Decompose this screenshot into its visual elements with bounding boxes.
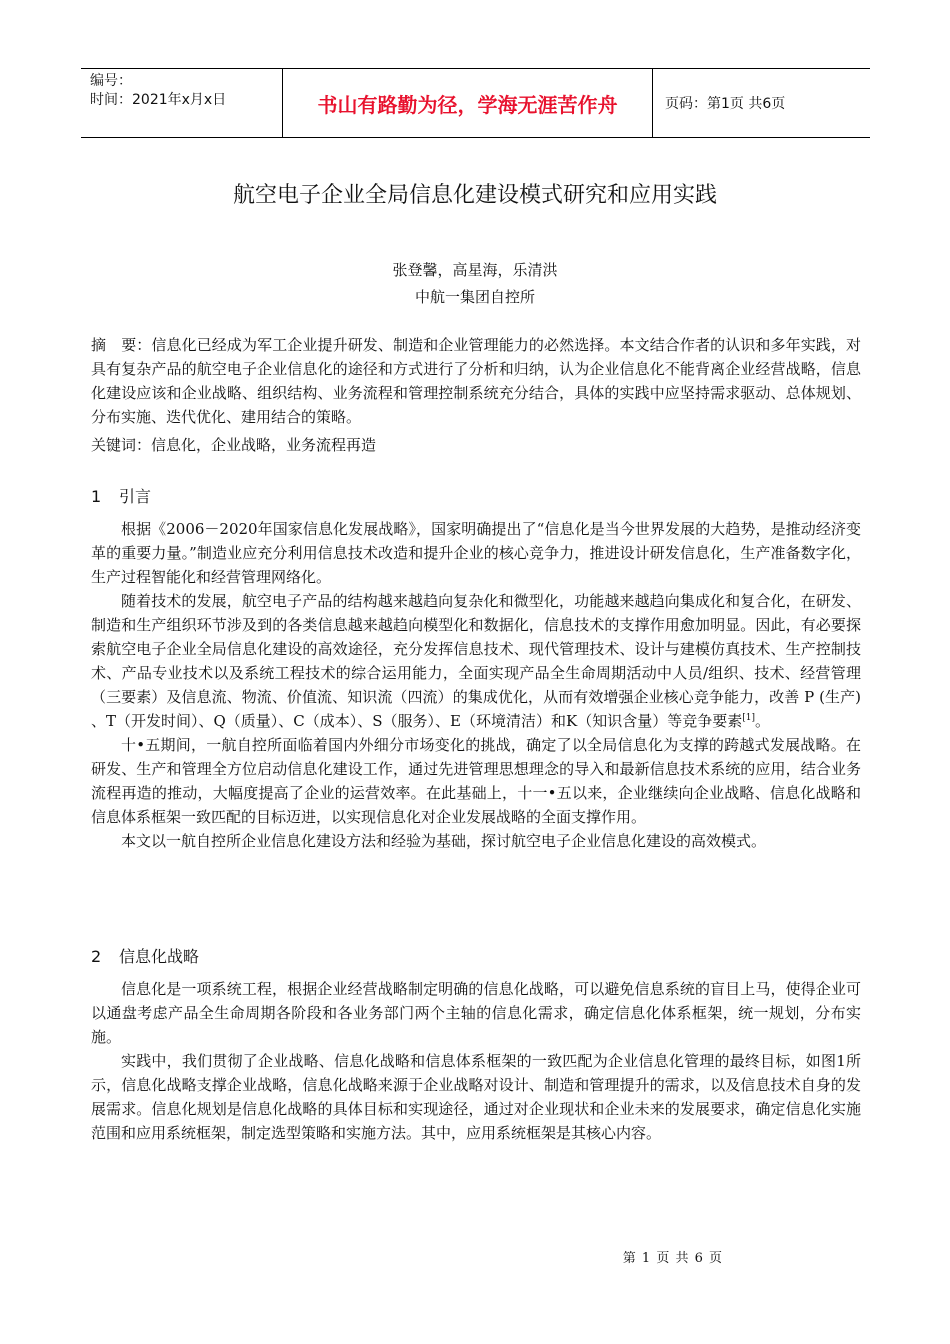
header-page-info: 页码：第1页 共6页 <box>665 96 786 112</box>
section-1-body <box>91 517 861 853</box>
paper-affiliation: 中航一集团自控所 <box>414 288 535 306</box>
paragraph: 本文以一航自控所企业信息化建设方法和经验为基础，探讨航空电子企业信息化建设的高效模式。 <box>121 832 767 850</box>
section-title: 引言 <box>119 487 152 506</box>
paragraph-text: 随着技术的发展，航空电子产品的结构越来越趋向复杂化和微型化，功能越来越趋向集成化和复合化，在研发、制造和生产组织环节涉及到的各类信息越来越趋向模型化和数据化，信息技术的支撑作用愈加明显。因此，有必要探索航空电子企业全局信息化建设的高效途径，充分发挥信息技术、现代管理技术、设计与建模仿真技术、生产控制技术、产品专业技术以及系统工程技术的综合运用能力，全面实现产品全生命周期活动中人员/组织、技术、经营管理（三要素）及信息流、物流、价值流、知识流（四流）的集成优化，从而有效增强企业核心竞争能力，改善 P (生产) 、T（开发时间）、Q（质量）、C（成本）、S（服务）、E（环境清洁）和K（知识含量）等竞争要素 <box>91 592 861 730</box>
section-2-body <box>91 977 861 1145</box>
keywords: 关键词：信息化，企业战略，业务流程再造 <box>91 436 377 454</box>
section-heading-2 <box>91 944 199 967</box>
header-motto: 书山有路勤为径，学海无涯苦作舟 <box>282 69 653 137</box>
code-label: 编号： <box>90 73 132 89</box>
paragraph: 根据《2006－2020年国家信息化发展战略》，国家明确提出了“信息化是当今世界发展的大趋势，是推动经济变革的重要力量。”制造业应充分利用信息技术改造和提升企业的核心竞争力，推进设计研发信息化，生产准备数字化，生产过程智能化和经营管理网络化。 <box>91 520 861 586</box>
section-heading-1 <box>91 484 151 507</box>
paragraph-end: 。 <box>754 712 770 730</box>
page-footer: 第 1 页 共 6 页 <box>622 1251 723 1266</box>
page-header <box>81 68 870 138</box>
paper-title: 航空电子企业全局信息化建设模式研究和应用实践 <box>232 183 717 208</box>
section-number: 2 <box>91 947 102 966</box>
paragraph: 信息化是一项系统工程，根据企业经营战略制定明确的信息化战略，可以避免信息系统的盲目上马，使得企业可以通盘考虑产品全生命周期各阶段和各业务部门两个主轴的信息化需求，确定信息化体系框架，统一规划，分布实施。 <box>91 980 861 1046</box>
header-meta <box>81 69 282 137</box>
paragraph <box>91 589 861 733</box>
section-title: 信息化战略 <box>119 947 200 966</box>
date-label: 时间：2021年x月x日 <box>90 92 227 108</box>
paper-authors: 张登馨，高星海，乐清洪 <box>392 261 558 279</box>
paragraph: 实践中，我们贯彻了企业战略、信息化战略和信息体系框架的一致匹配为企业信息化管理的最终目标，如图1所示，信息化战略支撑企业战略，信息化战略来源于企业战略对设计、制造和管理提升的需求，以及信息技术自身的发展需求。信息化规划是信息化战略的具体目标和实现途径，通过对企业现状和企业未来的发展要求，确定信息化实施范围和应用系统框架，制定选型策略和实施方法。其中，应用系统框架是其核心内容。 <box>91 1052 861 1142</box>
abstract: 摘 要：信息化已经成为军工企业提升研发、制造和企业管理能力的必然选择。本文结合作者的认识和多年实践，对具有复杂产品的航空电子企业信息化的途径和方式进行了分析和归纳，认为企业信息化不能背离企业经营战略，信息化建设应该和企业战略、组织结构、业务流程和管理控制系统充分结合，具体的实践中应坚持需求驱动、总体规划、分布实施、迭代优化、建用结合的策略。 <box>91 336 861 426</box>
paragraph: 十•五期间，一航自控所面临着国内外细分市场变化的挑战，确定了以全局信息化为支撑的跨越式发展战略。在研发、生产和管理全方位启动信息化建设工作，通过先进管理思想理念的导入和最新信息技术系统的应用，结合业务流程再造的推动，大幅度提高了企业的运营效率。在此基础上，十一•五以来，企业继续向企业战略、信息化战略和信息体系框架一致匹配的目标迈进，以实现信息化对企业发展战略的全面支撑作用。 <box>91 736 861 826</box>
section-number: 1 <box>91 487 102 506</box>
citation-ref: [1] <box>742 713 755 723</box>
